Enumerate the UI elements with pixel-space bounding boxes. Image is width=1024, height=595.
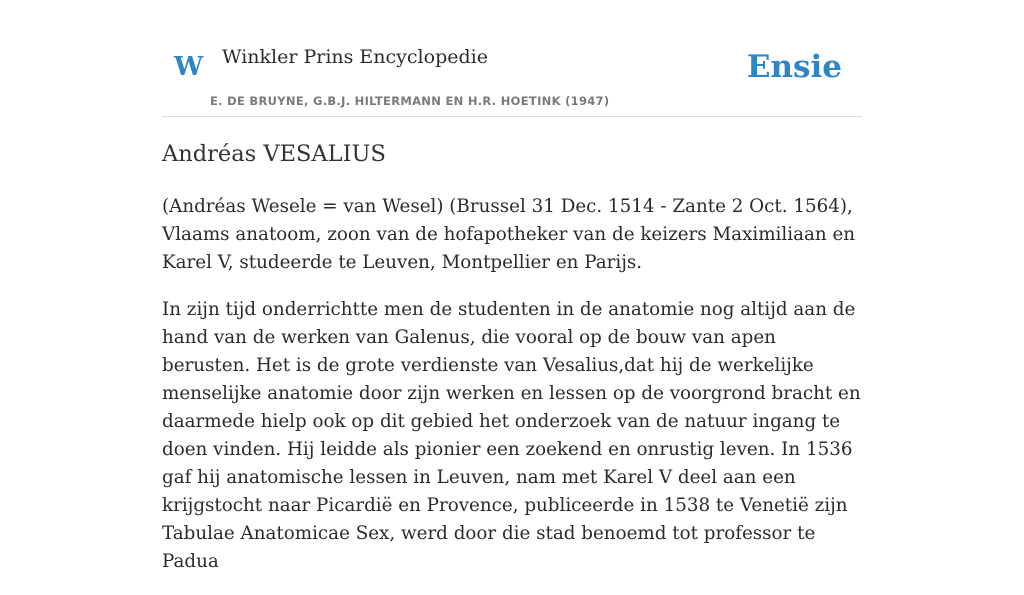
encyclopedia-title[interactable]: Winkler Prins Encyclopedie: [222, 46, 488, 68]
article-paragraph: (Andréas Wesele = van Wesel) (Brussel 31 Dec. 1514 - Zante 2 Oct. 1564), Vlaams anatoom, zoon van de hofapotheker van de keizers Maximiliaan en Karel V, studeerde te Leuven, Montpellier en Parijs.: [162, 195, 856, 273]
winkler-prins-logo[interactable]: W: [174, 52, 204, 82]
authors-line: E. DE BRUYNE, G.B.J. HILTERMANN EN H.R. HOETINK (1947): [210, 94, 610, 108]
article: [162, 139, 862, 595]
article-paragraph: In zijn tijd onderrichtte men de studenten in de anatomie nog altijd aan de hand van de werken van Galenus, die vooral op de bouw van apen berusten. Het is de grote verdienste van Vesalius,dat hij de werkelijke menselijke anatomie door zijn werken en lessen op de voorgrond bracht en daarmede hielp ook op dit gebied het onderzoek van de natuur ingang te doen vinden. Hij leidde als pionier een zoekend en onrustig leven. In 1536 gaf hij anatomische lessen in Leuven, nam met Karel V deel aan een krijgstocht naar Picardië en Provence, publiceerde in 1538 te Venetië zijn Tabulae Anatomicae Sex, werd door die stad benoemd tot professor te Padua: [162, 298, 861, 572]
ensie-logo[interactable]: Ensie: [746, 49, 842, 85]
site-header: [162, 32, 862, 117]
article-title: Andréas VESALIUS: [162, 141, 386, 167]
